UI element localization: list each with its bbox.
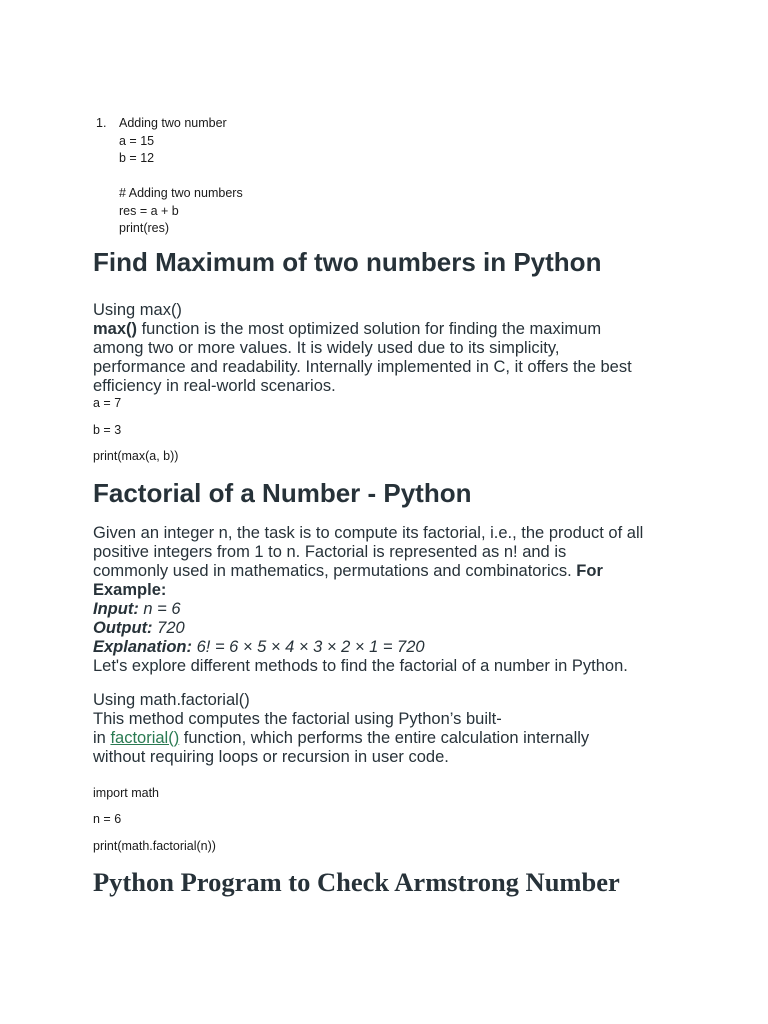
method-line: without requiring loops or recursion in user code. (93, 748, 449, 766)
list-line: res = a + b (119, 203, 179, 218)
desc-line: among two or more values. It is widely used due to its simplicity, (93, 339, 560, 357)
list-line: b = 12 (119, 151, 155, 165)
desc-text: function is the most optimized solution for finding the maximum (137, 320, 602, 338)
list-line: a = 15 (119, 133, 155, 148)
code-line: b = 3 (93, 423, 122, 437)
heading-factorial: Factorial of a Number - Python (93, 478, 472, 508)
list-line: # Adding two numbers (119, 186, 243, 200)
max-description (93, 301, 683, 396)
output-label: Output: (93, 619, 153, 637)
output-line (93, 619, 683, 638)
output-value: 720 (152, 619, 185, 637)
method-line: This method computes the factorial using Python’s built- (93, 710, 502, 728)
list-item-body (119, 115, 243, 238)
explore-line: Let's explore different methods to find the factorial of a number in Python. (93, 657, 628, 675)
explanation-label: Explanation: (93, 638, 193, 656)
explanation-value: 6! = 6 × 5 × 4 × 3 × 2 × 1 = 720 (192, 638, 425, 656)
desc-line: efficiency in real-world scenarios. (93, 377, 336, 395)
code-line: print(max(a, b)) (93, 449, 179, 463)
code-line: import math (93, 786, 159, 800)
method-line (93, 729, 683, 748)
desc-line (93, 320, 683, 339)
math-factorial-method (93, 691, 683, 767)
code-line: print(math.factorial(n)) (93, 839, 216, 853)
input-label: Input: (93, 600, 139, 618)
code-line: a = 7 (93, 396, 122, 410)
heading-armstrong: Python Program to Check Armstrong Number (93, 867, 620, 897)
factorial-link[interactable]: factorial() (110, 729, 180, 747)
example-label: Example: (93, 581, 167, 599)
intro-line: Given an integer n, the task is to compute its factorial, i.e., the product of all (93, 524, 644, 542)
list-line (119, 168, 243, 186)
input-line (93, 600, 683, 619)
example-line (93, 581, 683, 600)
list-line: Adding two number (119, 116, 227, 130)
intro-line: positive integers from 1 to n. Factorial is represented as n! and is (93, 543, 567, 561)
max-bold: max() (93, 320, 138, 338)
list-number: 1. (96, 116, 107, 130)
method-label: Using max() (93, 301, 182, 319)
explanation-line (93, 638, 683, 657)
method-text: in (93, 729, 111, 747)
intro-text: commonly used in mathematics, permutations and combinatorics. (93, 562, 577, 580)
heading-find-maximum: Find Maximum of two numbers in Python (93, 247, 602, 277)
factorial-intro (93, 524, 683, 676)
method-label: Using math.factorial() (93, 691, 250, 709)
list-line: print(res) (119, 221, 170, 235)
code-line: n = 6 (93, 812, 122, 826)
method-text: function, which performs the entire calculation internally (179, 729, 590, 747)
desc-line: performance and readability. Internally implemented in C, it offers the best (93, 358, 632, 376)
intro-line (93, 562, 683, 581)
for-label: For (576, 562, 603, 580)
input-value: n = 6 (138, 600, 181, 618)
